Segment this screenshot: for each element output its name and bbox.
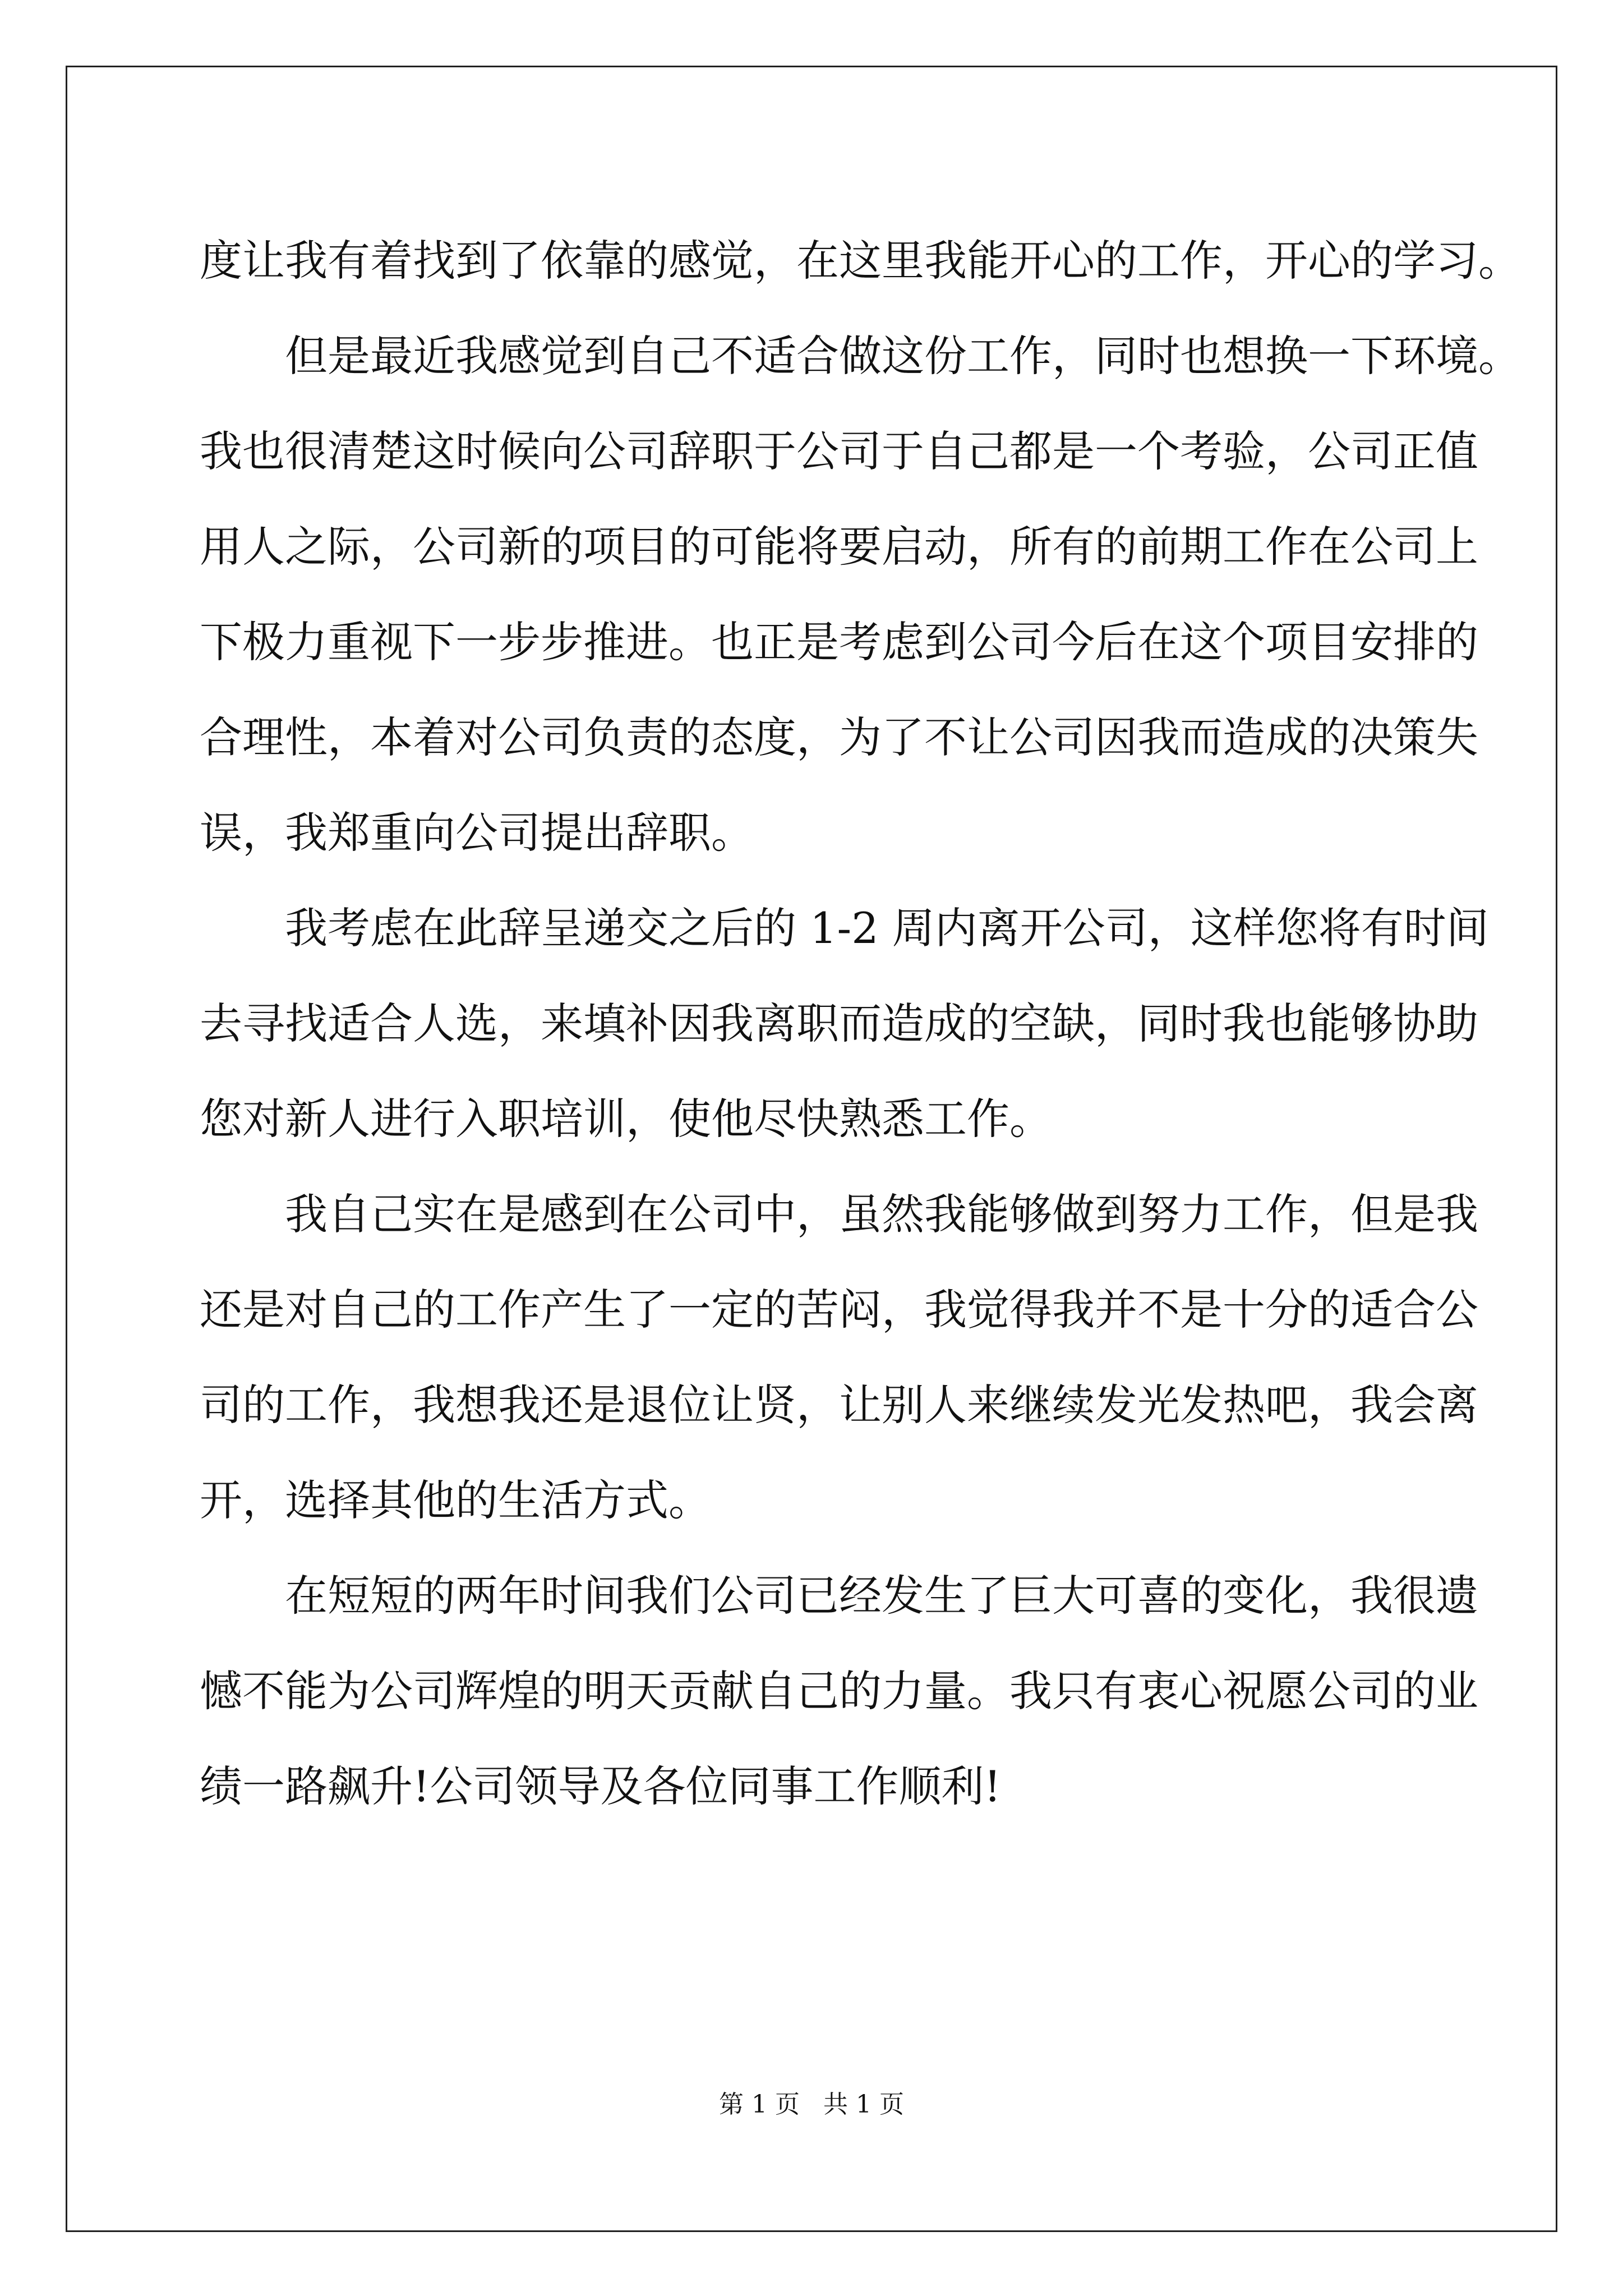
text-line: 憾不能为公司辉煌的明天贡献自己的力量。我只有衷心祝愿公司的业 <box>200 1666 1478 1716</box>
text-line: 用人之际，公司新的项目的可能将要启动，所有的前期工作在公司上 <box>200 522 1478 572</box>
text-line: 我也很清楚这时候向公司辞职于公司于自己都是一个考验，公司正值 <box>200 426 1478 476</box>
text-line: 还是对自己的工作产生了一定的苦闷，我觉得我并不是十分的适合公 <box>200 1285 1478 1335</box>
paragraph-first-line: 我自己实在是感到在公司中，虽然我能够做到努力工作，但是我 <box>285 1189 1478 1239</box>
text-line: 司的工作，我想我还是退位让贤，让别人来继续发光发热吧，我会离 <box>200 1380 1478 1430</box>
text-line: 去寻找适合人选，来填补因我离职而造成的空缺，同时我也能够协助 <box>200 999 1478 1048</box>
page-number-footer: 第 1 页 共 1 页 <box>719 2090 904 2119</box>
paragraph-last-line: 开，选择其他的生活方式。 <box>200 1475 711 1525</box>
paragraph-first-line: 我考虑在此辞呈递交之后的 1-2 周内离开公司，这样您将有时间 <box>285 903 1489 953</box>
document-body <box>200 213 1521 1834</box>
paragraph-last-line: 您对新人进行入职培训，使他尽快熟悉工作。 <box>200 1094 1052 1144</box>
paragraph-last-line: 绩一路飙升!公司领导及各位同事工作顺利! <box>200 1761 1002 1811</box>
paragraph-first-line: 在短短的两年时间我们公司已经发生了巨大可喜的变化，我很遗 <box>285 1571 1478 1621</box>
text-line: 度让我有着找到了依靠的感觉，在这里我能开心的工作，开心的学习。 <box>200 236 1521 286</box>
paragraph-last-line: 误，我郑重向公司提出辞职。 <box>200 808 754 858</box>
paragraph-first-line: 但是最近我感觉到自己不适合做这份工作，同时也想换一下环境。 <box>285 331 1521 381</box>
text-line: 合理性，本着对公司负责的态度，为了不让公司因我而造成的决策失 <box>200 712 1478 762</box>
text-line: 下极力重视下一步步推进。也正是考虑到公司今后在这个项目安排的 <box>200 617 1478 667</box>
